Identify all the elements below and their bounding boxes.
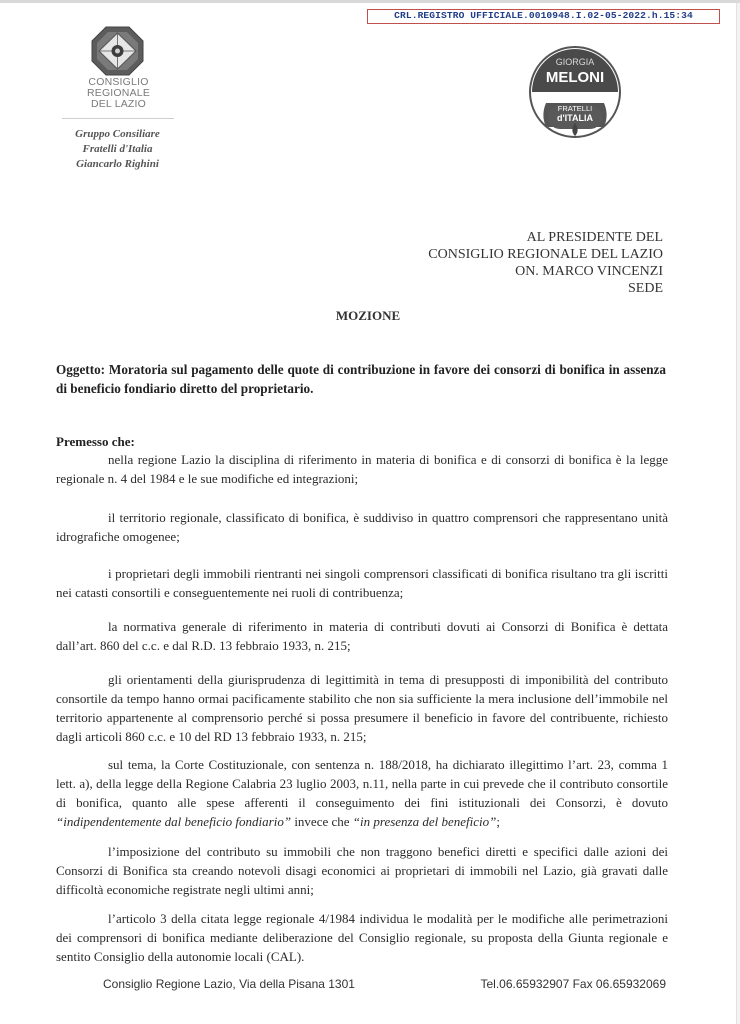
consiglio-regionale-wordmark — [66, 77, 171, 110]
svg-text:GIORGIA: GIORGIA — [555, 57, 595, 67]
org-line: CONSIGLIO — [88, 76, 149, 88]
footer-contacts: Tel.06.65932907 Fax 06.65932069 — [480, 977, 666, 991]
consiglio-regionale-emblem-icon — [90, 25, 145, 77]
recital-paragraph — [56, 508, 668, 546]
council-group-block — [55, 127, 180, 172]
recital-paragraph — [56, 450, 668, 488]
quote-italic: “indipendentemente dal beneficio fondiario” — [56, 814, 292, 829]
quote-italic: “in presenza del beneficio” — [352, 814, 497, 829]
recital-text: ; — [496, 814, 500, 829]
recital-text: il territorio regionale, classificato di bonifica, è suddiviso in quattro comprensori che rappresentano unità idrografiche omogenee; — [56, 510, 668, 544]
recital-text: invece che — [291, 814, 353, 829]
recital-paragraph — [56, 564, 668, 602]
recital-text: gli orientamenti della giurisprudenza di legittimità in tema di presupposti di imponibilità del contributo consortile da tempo hanno ormai pacificamente stabilito che non sia sufficiente la mera inclusione dell’immobile nel territorio appartenente al comprensorio perché si possa presumere il beneficio in favore del contribuente, richiesto dagli articoli 860 c.c. e 10 del RD 13 febbraio 1933, n. 215; — [56, 672, 668, 744]
recital-paragraph — [56, 670, 668, 746]
recital-paragraph — [56, 617, 668, 655]
recital-paragraph — [56, 755, 668, 831]
group-name: Gruppo Consiliare — [75, 128, 160, 140]
fratelli-ditalia-logo-icon — [528, 45, 622, 139]
recipient-line: ON. MARCO VINCENZI — [515, 264, 663, 279]
recital-text: l’articolo 3 della citata legge regionale 4/1984 individua le modalità per le modifiche alle perimetrazioni dei comprensori di bonifica mediante deliberazione del Consiglio regionale, su proposta della Giunta regionale e sentito Consiglio della autonomie locali (CAL). — [56, 911, 668, 964]
recital-paragraph — [56, 909, 668, 966]
recital-text: sul tema, la Corte Costituzionale, con sentenza n. 188/2018, ha dichiarato illegittimo l’art. 23, comma 1 lett. a), della legge della Regione Calabria 23 luglio 2003, n.11, nella parte in cui prevede che il contributo consortile di bonifica, quanto alle spese afferenti il conseguimento dei fini istituzionali dei Consorzi, è dovuto — [56, 757, 668, 810]
org-line: DEL LAZIO — [90, 98, 147, 110]
org-line: REGIONALE — [86, 87, 151, 99]
recipient-line: SEDE — [628, 281, 663, 296]
document-page — [0, 3, 737, 1024]
councillor-name: Giancarlo Righini — [76, 158, 159, 170]
recipient-line: CONSIGLIO REGIONALE DEL LAZIO — [428, 247, 663, 262]
recipient-block — [428, 229, 663, 297]
document-title: MOZIONE — [335, 308, 401, 323]
svg-text:d'ITALIA: d'ITALIA — [557, 113, 593, 123]
party-name: Fratelli d'Italia — [82, 143, 153, 155]
logo-divider — [62, 118, 174, 119]
recital-text: la normativa generale di riferimento in materia di contributi dovuti ai Consorzi di Bonifica è dettata dall’art. 860 del c.c. e dal R.D. 13 febbraio 1933, n. 215; — [56, 619, 668, 653]
protocol-stamp: CRL.REGISTRO UFFICIALE.0010948.I.02-05-2022.h.15:34 — [367, 9, 720, 24]
recital-text: i proprietari degli immobili rientranti nei singoli comprensori classificati di bonifica risultano tra gli iscritti nei catasti consortili e conseguentemente nei ruoli di contribuenza; — [56, 566, 668, 600]
recital-text: l’imposizione del contributo su immobili che non traggono benefici diretti e specifici dalle azioni dei Consorzi di Bonifica sta creando notevoli disagi economici ai proprietari di immobili nel Lazio, già gravati dalle difficoltà economiche registrate negli ultimi anni; — [56, 844, 668, 897]
premesso-heading: Premesso che: — [56, 434, 135, 449]
svg-text:FRATELLI: FRATELLI — [557, 104, 593, 113]
recital-text: nella regione Lazio la disciplina di riferimento in materia di bonifica e di consorzi di bonifica è la legge regionale n. 4 del 1984 e le sue modifiche ed integrazioni; — [56, 452, 668, 486]
recipient-line: AL PRESIDENTE DEL — [526, 230, 663, 245]
document-subject: Oggetto: Moratoria sul pagamento delle quote di contribuzione in favore dei consorzi di bonifica in assenza di beneficio fondiario diretto del proprietario. — [56, 362, 666, 396]
recital-paragraph — [56, 842, 668, 899]
footer-address: Consiglio Regione Lazio, Via della Pisana 1301 — [103, 977, 355, 991]
svg-text:MELONI: MELONI — [545, 69, 605, 86]
